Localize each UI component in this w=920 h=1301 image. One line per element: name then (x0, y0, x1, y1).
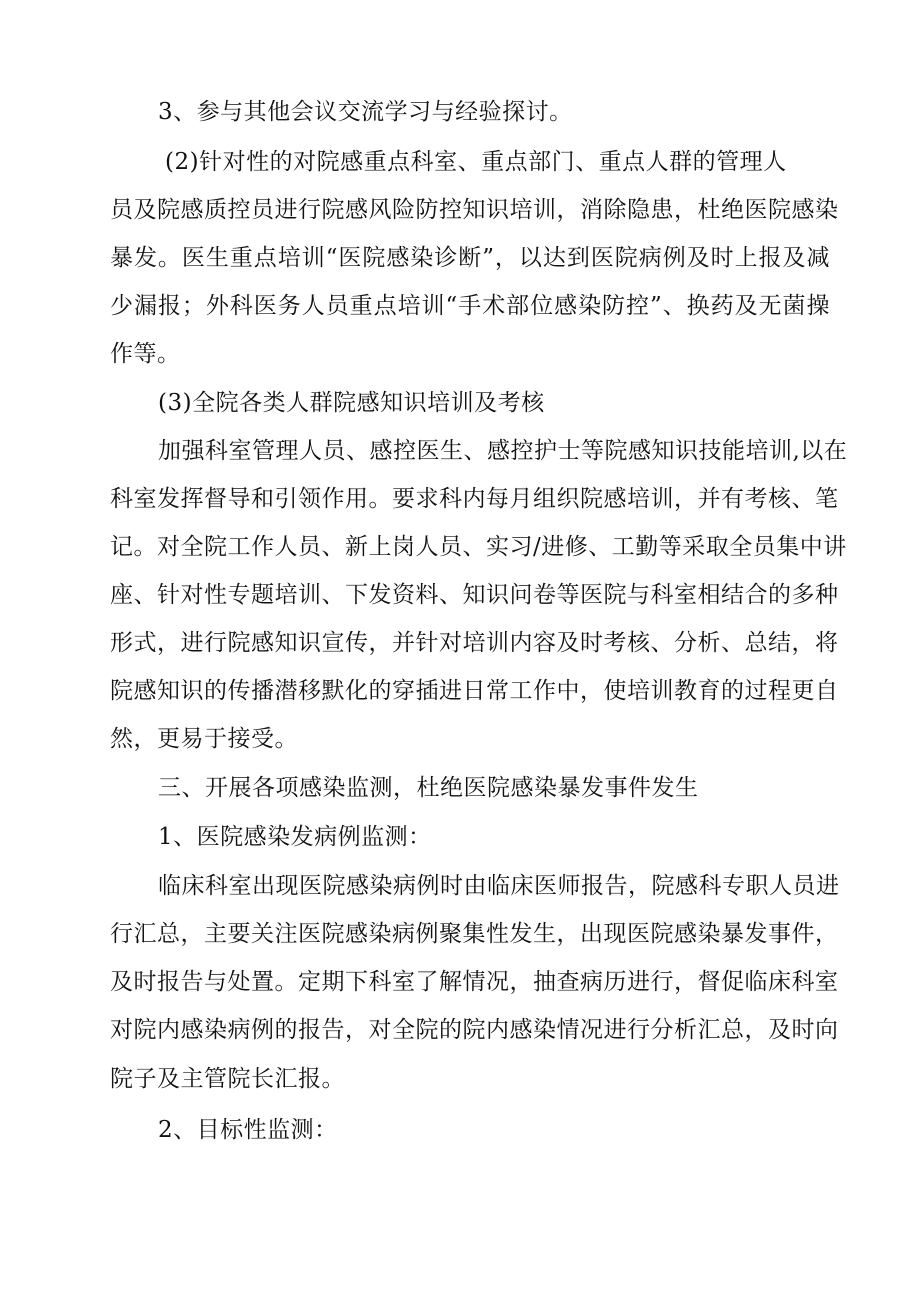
section-2-line: 暴发。医生重点培训“医院感染诊断”，以达到医院病例及时上报及减 (110, 245, 830, 271)
section-2-line: 少漏报；外科医务人员重点培训“手术部位感染防控”、换药及无菌操 (110, 293, 830, 319)
monitor-1-heading: 1、医院感染发病例监测： (158, 824, 432, 850)
monitor-paragraph-line: 对院内感染病例的报告，对全院的院内感染情况进行分析汇总，及时向 (110, 1017, 839, 1043)
section-heading-three: 三、开展各项感染监测，杜绝医院感染暴发事件发生 (158, 775, 699, 801)
training-paragraph-line: 院感知识的传播潜移默化的穿插进日常工作中，使培训教育的过程更自 (110, 678, 839, 704)
section-2-heading-line: (2)针对性的对院感重点科室、重点部门、重点人群的管理人 (165, 149, 787, 175)
training-paragraph-line: 形式，进行院感知识宣传，并针对培训内容及时考核、分析、总结，将 (110, 630, 839, 656)
training-paragraph-line: 加强科室管理人员、感控医生、感控护士等院感知识技能培训,以在 (158, 438, 848, 464)
monitor-paragraph-line: 行汇总，主要关注医院感染病例聚集性发生，出现医院感染暴发事件， (110, 921, 839, 947)
monitor-paragraph-line: 院子及主管院长汇报。 (110, 1066, 345, 1092)
monitor-2-heading: 2、目标性监测： (158, 1117, 338, 1143)
training-paragraph-line: 记。对全院工作人员、新上岗人员、实习/进修、工勤等采取全员集中讲 (110, 534, 847, 560)
section-2-line: 作等。 (110, 341, 181, 367)
monitor-paragraph-line: 及时报告与处置。定期下科室了解情况，抽查病历进行，督促临床科室 (110, 969, 839, 995)
item-3-line: 3、参与其他会议交流学习与经验探讨。 (158, 99, 573, 125)
training-paragraph-line: 座、针对性专题培训、下发资料、知识问卷等医院与科室相结合的多种 (110, 582, 839, 608)
training-paragraph-line: 然，更易于接受。 (110, 726, 298, 752)
training-paragraph-line: 科室发挥督导和引领作用。要求科内每月组织院感培训，并有考核、笔 (110, 486, 839, 512)
monitor-paragraph-line: 临床科室出现医院感染病例时由临床医师报告，院感科专职人员进 (158, 873, 840, 899)
section-2-line: 员及院感质控员进行院感风险防控知识培训，消除隐患，杜绝医院感染 (110, 197, 839, 223)
section-3-heading: (3)全院各类人群院感知识培训及考核 (158, 390, 545, 416)
